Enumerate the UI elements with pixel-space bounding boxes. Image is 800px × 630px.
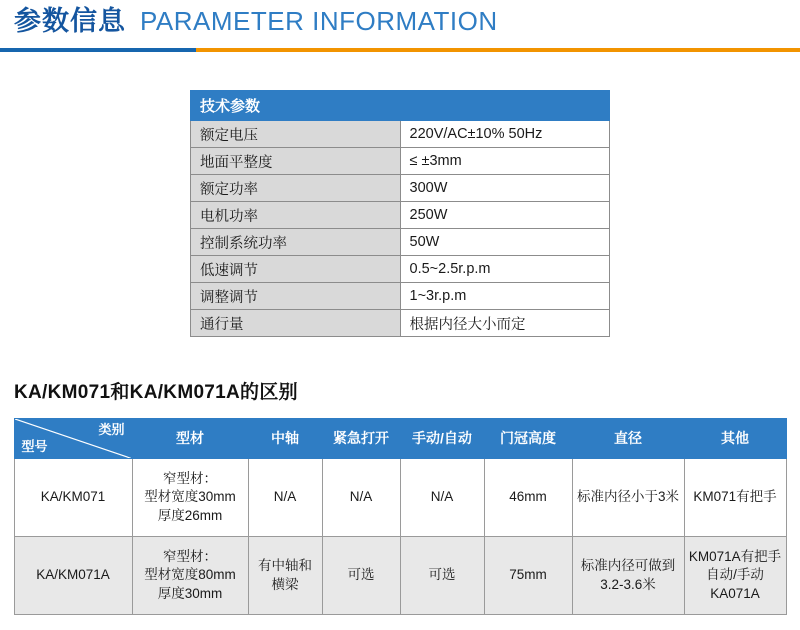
cell-axis: N/A	[248, 459, 322, 537]
table-row	[191, 310, 610, 337]
corner-model-label: 型号	[21, 439, 48, 455]
page-title-en: PARAMETER INFORMATION	[140, 6, 498, 36]
spec-label: 额定电压	[191, 121, 401, 148]
spec-value: 220V/AC±10% 50Hz	[400, 121, 610, 148]
section-title: KA/KM071和KA/KM071A的区别	[14, 382, 298, 403]
spec-label: 电机功率	[191, 202, 401, 229]
cell-model: KA/KM071A	[14, 537, 132, 615]
column-header-emergency: 紧急打开	[322, 419, 400, 459]
header-divider-orange	[196, 48, 800, 52]
table-row	[191, 283, 610, 310]
spec-label: 低速调节	[191, 256, 401, 283]
spec-value: 250W	[400, 202, 610, 229]
spec-table	[190, 90, 610, 337]
cell-profile: 窄型材： 型材宽度80mm 厚度30mm	[132, 537, 248, 615]
column-header-axis: 中轴	[248, 419, 322, 459]
spec-table-header-label: 技术参数	[191, 91, 610, 121]
cell-axis: 有中轴和 横梁	[248, 537, 322, 615]
column-header-canopy-height: 门冠高度	[484, 419, 572, 459]
cell-other: KM071有把手	[684, 459, 786, 537]
header-divider	[0, 48, 800, 52]
column-header-diameter: 直径	[572, 419, 684, 459]
table-row	[191, 256, 610, 283]
table-row	[191, 121, 610, 148]
cell-diameter: 标准内径小于3米	[572, 459, 684, 537]
compare-table-container	[0, 418, 800, 615]
column-header-other: 其他	[684, 419, 786, 459]
header-divider-blue	[0, 48, 196, 52]
cell-emergency: N/A	[322, 459, 400, 537]
spec-value: 1~3r.p.m	[400, 283, 610, 310]
spec-label: 调整调节	[191, 283, 401, 310]
cell-manual-auto: N/A	[400, 459, 484, 537]
spec-value: 0.5~2.5r.p.m	[400, 256, 610, 283]
spec-label: 地面平整度	[191, 148, 401, 175]
table-row	[191, 202, 610, 229]
spec-value: 50W	[400, 229, 610, 256]
cell-canopy-height: 46mm	[484, 459, 572, 537]
cell-manual-auto: 可选	[400, 537, 484, 615]
corner-category-label: 类别	[98, 422, 125, 437]
table-row	[14, 537, 786, 615]
cell-model: KA/KM071	[14, 459, 132, 537]
spec-value: 300W	[400, 175, 610, 202]
column-header-profile: 型材	[132, 419, 248, 459]
page-title-cn: 参数信息	[14, 6, 126, 36]
spec-label: 通行量	[191, 310, 401, 337]
spec-value: ≤ ±3mm	[400, 148, 610, 175]
cell-emergency: 可选	[322, 537, 400, 615]
table-row	[191, 229, 610, 256]
cell-profile: 窄型材： 型材宽度30mm 厚度26mm	[132, 459, 248, 537]
spec-label: 控制系统功率	[191, 229, 401, 256]
cell-canopy-height: 75mm	[484, 537, 572, 615]
cell-diameter: 标准内径可做到 3.2-3.6米	[572, 537, 684, 615]
cell-other: KM071A有把手 自动/手动 KA071A	[684, 537, 786, 615]
spec-table-container	[0, 90, 800, 337]
spec-table-header-row	[191, 91, 610, 121]
column-header-manual-auto: 手动/自动	[400, 419, 484, 459]
compare-table-corner-cell	[14, 419, 132, 459]
table-row	[14, 459, 786, 537]
compare-table	[14, 418, 787, 615]
table-row	[191, 148, 610, 175]
spec-value: 根据内径大小而定	[400, 310, 610, 337]
table-row	[191, 175, 610, 202]
compare-table-header-row	[14, 419, 786, 459]
spec-label: 额定功率	[191, 175, 401, 202]
